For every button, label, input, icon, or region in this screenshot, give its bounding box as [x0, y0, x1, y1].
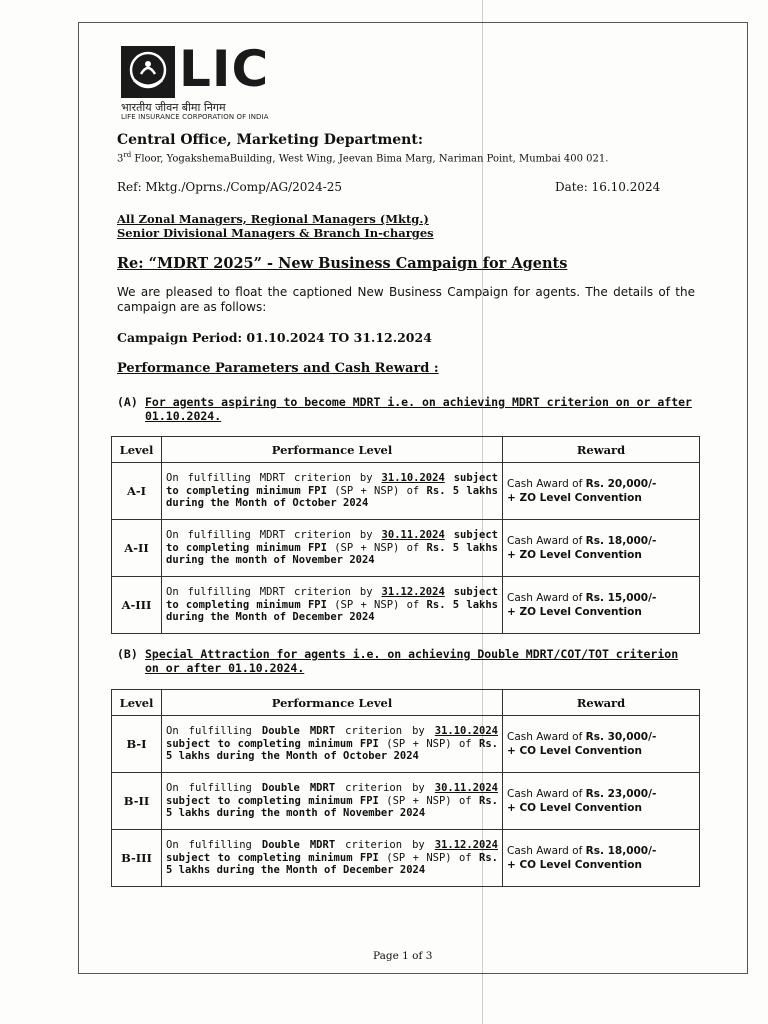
performance-cell: On fulfilling MDRT criterion by 30.11.2024 subject to completing minimum FPI (SP + NSP) of Rs. 5 lakhs during the month of November 2024 [162, 520, 503, 577]
subject-line: Re: “MDRT 2025” - New Business Campaign for Agents [117, 255, 568, 272]
table-row [112, 463, 700, 520]
intro-paragraph: We are pleased to float the captioned New Business Campaign for agents. The details of the campaign are as follows: [117, 285, 695, 314]
table-row [112, 773, 700, 830]
table-header-row [112, 690, 700, 716]
performance-cell: On fulfilling MDRT criterion by 31.10.2024 subject to completing minimum FPI (SP + NSP) of Rs. 5 lakhs during the Month of October 2024 [162, 463, 503, 520]
level-cell: A-I [112, 463, 162, 520]
column-header-reward: Reward [503, 690, 700, 716]
reward-cell: Cash Award of Rs. 23,000/- + CO Level Convention [503, 773, 700, 830]
reward-cell: Cash Award of Rs. 15,000/- + ZO Level Convention [503, 577, 700, 634]
campaign-period: Campaign Period: 01.10.2024 TO 31.12.2024 [117, 330, 432, 345]
page-number: Page 1 of 3 [373, 950, 433, 962]
section-a-table [111, 436, 700, 634]
table-header-row [112, 437, 700, 463]
reward-cell: Cash Award of Rs. 18,000/- + ZO Level Convention [503, 520, 700, 577]
reward-cell: Cash Award of Rs. 30,000/- + CO Level Convention [503, 716, 700, 773]
addressee-line-1: All Zonal Managers, Regional Managers (Mktg.) [117, 212, 429, 226]
level-cell: B-II [112, 773, 162, 830]
level-cell: B-III [112, 830, 162, 887]
office-heading: Central Office, Marketing Department: [117, 132, 423, 148]
logo-hindi-text: भारतीय जीवन बीमा निगम [121, 101, 226, 114]
level-cell: A-II [112, 520, 162, 577]
performance-cell: On fulfilling Double MDRT criterion by 30.11.2024 subject to completing minimum FPI (SP + NSP) of Rs. 5 lakhs during the month of November 2024 [162, 773, 503, 830]
table-row [112, 520, 700, 577]
table-row [112, 830, 700, 887]
lic-emblem-icon [121, 46, 175, 98]
column-header-performance: Performance Level [162, 437, 503, 463]
addressee-line-2: Senior Divisional Managers & Branch In-charges [117, 226, 434, 240]
logo-english-text: LIFE INSURANCE CORPORATION OF INDIA [121, 113, 269, 121]
column-header-performance: Performance Level [162, 690, 503, 716]
letter-date: Date: 16.10.2024 [555, 180, 661, 194]
table-row [112, 716, 700, 773]
lic-logo [121, 40, 281, 124]
column-header-reward: Reward [503, 437, 700, 463]
column-header-level: Level [112, 437, 162, 463]
performance-heading: Performance Parameters and Cash Reward : [117, 361, 439, 376]
table-row [112, 577, 700, 634]
performance-cell: On fulfilling Double MDRT criterion by 31.10.2024 subject to completing minimum FPI (SP + NSP) of Rs. 5 lakhs during the Month of October 2024 [162, 716, 503, 773]
logo-wordmark: LIC [179, 40, 270, 98]
level-cell: A-III [112, 577, 162, 634]
column-header-level: Level [112, 690, 162, 716]
level-cell: B-I [112, 716, 162, 773]
performance-cell: On fulfilling Double MDRT criterion by 31.12.2024 subject to completing minimum FPI (SP + NSP) of Rs. 5 lakhs during the Month of December 2024 [162, 830, 503, 887]
reward-cell: Cash Award of Rs. 18,000/- + CO Level Convention [503, 830, 700, 887]
performance-cell: On fulfilling MDRT criterion by 31.12.2024 subject to completing minimum FPI (SP + NSP) of Rs. 5 lakhs during the Month of December 2024 [162, 577, 503, 634]
section-b-table [111, 689, 700, 887]
reference-number: Ref: Mktg./Oprns./Comp/AG/2024-25 [117, 180, 343, 194]
office-address: 3rd Floor, YogakshemaBuilding, West Wing, Jeevan Bima Marg, Nariman Point, Mumbai 400 021. [117, 151, 609, 165]
reward-cell: Cash Award of Rs. 20,000/- + ZO Level Convention [503, 463, 700, 520]
